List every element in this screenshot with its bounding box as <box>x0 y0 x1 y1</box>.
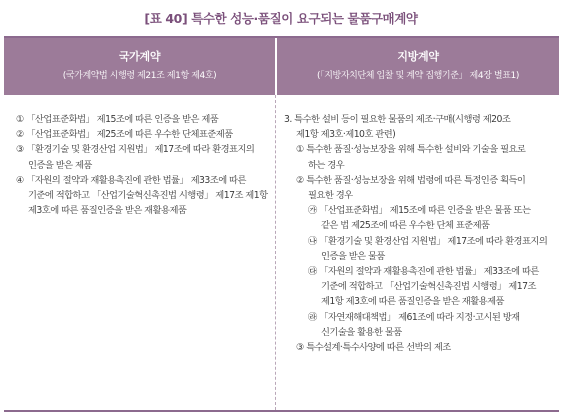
list-item-continuation: 제1항 제3호·제10호 관련) <box>296 129 396 141</box>
header-national-title: 국가계약 <box>118 50 161 63</box>
national-contract-items <box>16 112 268 218</box>
sub-list-item-continuation: 인증을 받은 물품 <box>321 250 385 262</box>
list-item-continuation: 제3호에 따른 품질인증을 받은 재활용제품 <box>28 205 187 217</box>
header-local-title: 지방계약 <box>397 50 439 63</box>
sub-list-item-continuation: 신기술을 활용한 물품 <box>321 326 402 338</box>
list-item: ① 「산업표준화법」 제15조에 따른 인증을 받은 제품 <box>16 114 219 125</box>
list-item: ④ 「자원의 절약과 재활용촉진에 관한 법률」 제33조에 따른 <box>16 174 246 186</box>
sub-list-item-continuation: 같은 법 제25조에 따른 우수한 단체 표준제품 <box>321 220 490 232</box>
list-item: ③ 「환경기술 및 환경산업 지원법」 제17조에 따라 환경표지의 <box>16 144 255 156</box>
list-item: 3. 특수한 설비 등이 필요한 물품의 제조·구매(시행령 제20조 <box>284 114 511 125</box>
header-local-contract <box>277 38 559 95</box>
list-item-continuation: 기준에 적합하고 「산업기술혁신촉진법 시행령」 제17조 제1항 <box>28 190 268 202</box>
list-item: ① 특수한 품질·성능보장을 위해 특수한 설비와 기술을 필요로 <box>296 144 526 156</box>
column-divider <box>275 95 276 410</box>
list-item: ② 「산업표준화법」 제25조에 따른 우수한 단체표준제품 <box>16 129 233 141</box>
list-item-continuation: 하는 경우 <box>308 159 345 171</box>
table-title: [표 40] 특수한 성능·품질이 요구되는 물품구매계약 <box>144 11 418 26</box>
comparison-table <box>4 36 559 412</box>
sub-list-item: ㉰ 「자원의 절약과 재활용촉진에 관한 법률」 제33조에 따른 <box>308 266 539 278</box>
header-national-contract <box>4 38 275 95</box>
header-national-subtitle: (국가계약법 시행령 제21조 제1항 제4호) <box>62 71 217 81</box>
list-item-continuation: 필요한 경우 <box>308 190 353 202</box>
sub-list-item-continuation: 제1항 제3호에 따른 품질인증을 받은 재활용제품 <box>321 296 504 308</box>
list-item-continuation: 인증을 받은 제품 <box>28 159 92 171</box>
sub-list-item-continuation: 기준에 적합하고 「산업기술혁신촉진법 시행령」 제17조 <box>321 281 536 293</box>
header-local-subtitle: (「지방자치단체 입찰 및 계약 집행기준」 제4장 별표1) <box>317 71 519 81</box>
local-contract-items <box>284 112 556 355</box>
sub-list-item: ㉯ 「환경기술 및 환경산업 지원법」 제17조에 따라 환경표지의 <box>308 235 548 247</box>
list-item: ② 특수한 품질·성능보장을 위해 법령에 따른 특정인증 획득이 <box>296 174 526 186</box>
sub-list-item: ㉱ 「자연재해대책법」 제61조에 따라 지정·고시된 방재 <box>308 311 520 323</box>
sub-list-item: ㉮ 「산업표준화법」 제15조에 따른 인증을 받은 물품 또는 <box>308 205 531 217</box>
list-item: ③ 특수설계·특수사양에 따른 선박의 제조 <box>296 342 451 354</box>
